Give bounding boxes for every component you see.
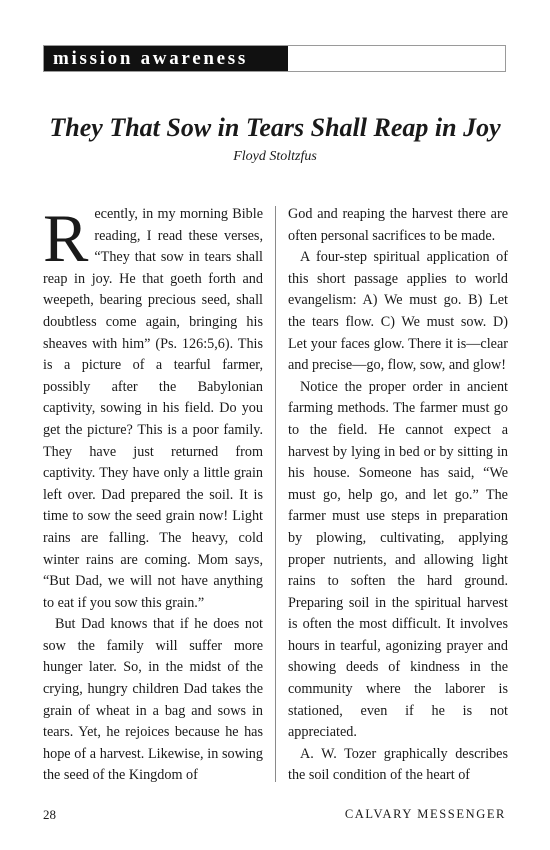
paragraph-text: ecently, in my morning Bible reading, I read these verses, “They that sow in tears shall reap in joy. He that goeth forth and weepeth, bearing precious seed, shall doubtless come again, bringing his sheaves with him” (Ps. 126:5,6). This is a picture of a tearful farmer, possibly after the Babylonian captivity, sowing in his field. Do you get the picture? This is a poor family. They have just returned from captivity. They have only a little grain left over. Dad prepared the soil. It is time to sow the seed grain now! Light rains are falling. The heavy, cold winter rains are coming. Mom says, “But Dad, we will not have anything to eat if you sow this grain.” [43, 206, 263, 611]
paragraph: But Dad knows that if he does not sow the family will suffer more hunger later. So, in the midst of the crying, hungry children Dad takes the grain of wheat in a bag and sows in tears. Yet, he rejoices because he has hope of a harvest. Likewise, in sowing the seed of the Kingdom of [43, 616, 263, 784]
drop-cap: R [43, 200, 89, 276]
paragraph: A four-step spiritual application of this short passage applies to world evangelism: A) We must go. B) Let the tears flow. C) We must sow. D) Let your faces glow. There it is—clear and precise—go, flow, sow, and glow! [288, 249, 508, 374]
column-divider [275, 206, 276, 782]
paragraph: God and reaping the harvest there are often personal sacrifices to be made. [288, 206, 508, 244]
column-left [43, 200, 263, 787]
page-number: 28 [43, 807, 56, 822]
article-title: They That Sow in Tears Shall Reap in Joy [49, 113, 501, 142]
section-label: mission awareness [44, 46, 288, 71]
paragraph: A. W. Tozer graphically describes the soil condition of the heart of [288, 745, 508, 784]
paragraph [43, 200, 263, 614]
article-author: Floyd Stoltzfus [233, 149, 317, 164]
column-right [288, 204, 508, 787]
paragraph: Notice the proper order in ancient farming methods. The farmer must go to the field. He cannot expect a harvest by lying in bed or by sitting in his house. Someone has said, “We must go, help go, and let go.” The farmer must use steps in preparation by plowing, cultivating, applying proper nutrients, and allowing light rains to soften the hard ground. Preparing soil in the spiritual harvest is often the most difficult. It involves hours in tearful, agonizing prayer and showing deeds of kindness in the community where the laborer is stationed, even if he is not appreciated. [288, 378, 508, 741]
section-header-bar [43, 45, 506, 72]
publication-name: CALVARY MESSENGER [344, 807, 506, 821]
